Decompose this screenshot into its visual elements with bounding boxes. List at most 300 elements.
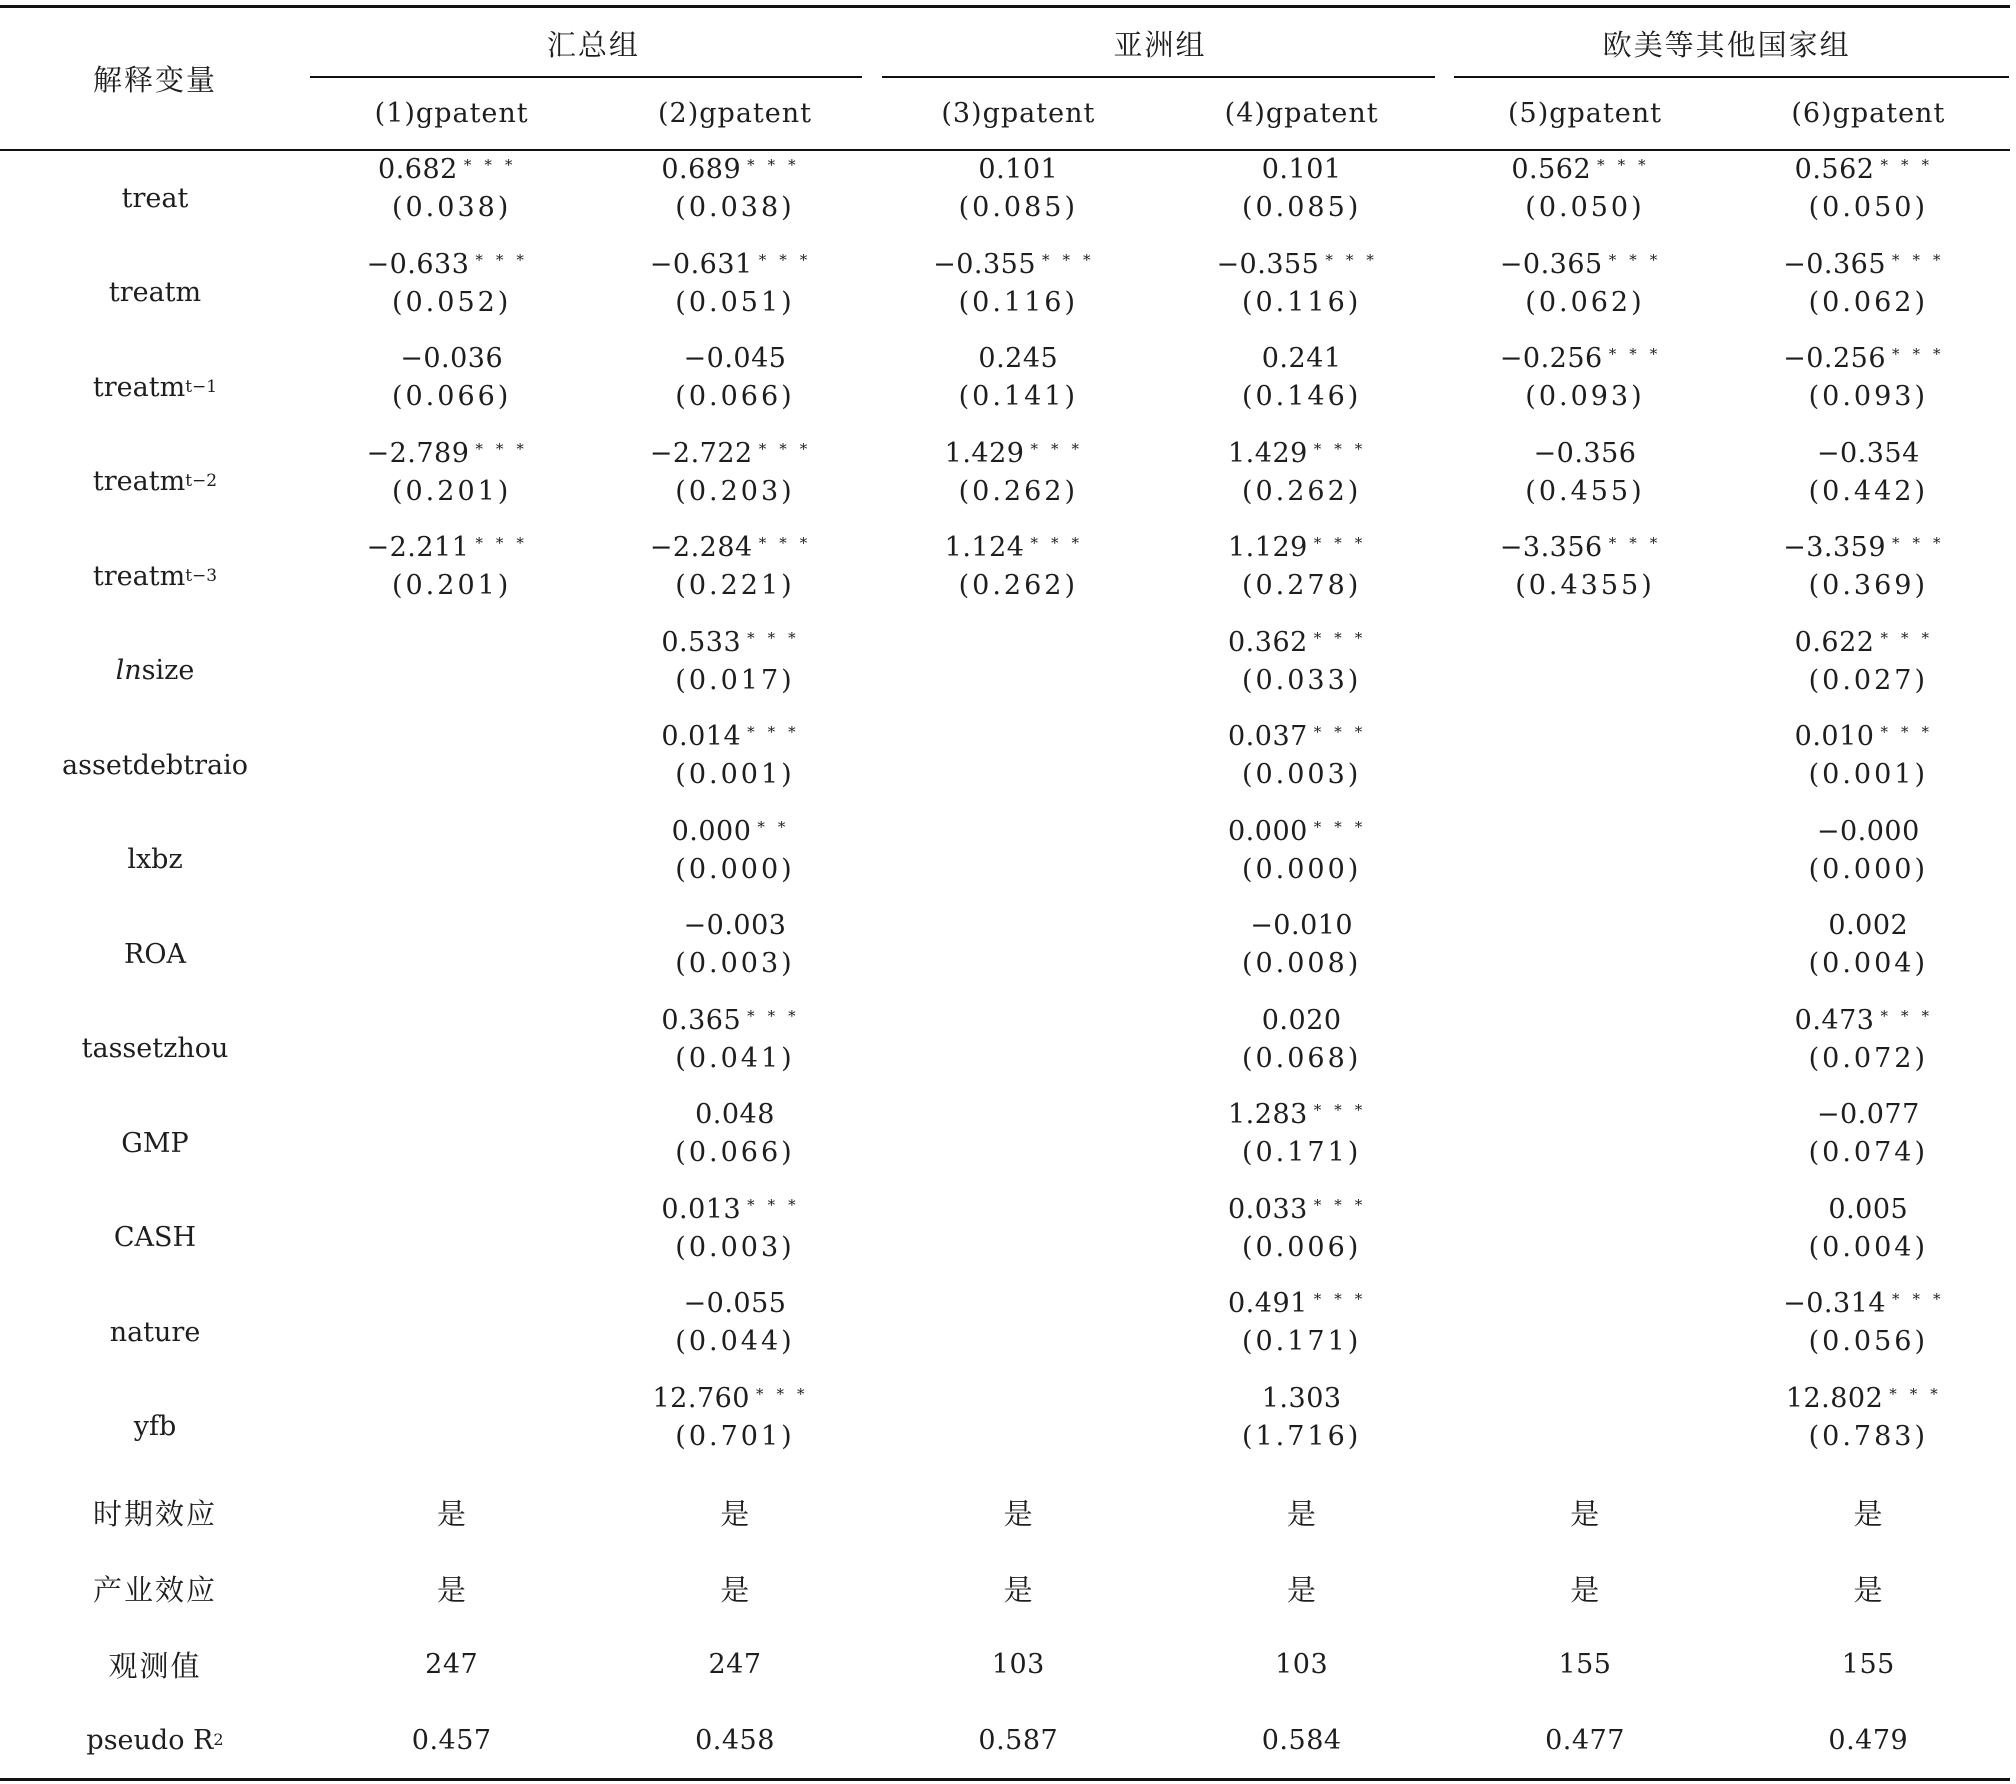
coefficient-value: 0.245 bbox=[978, 343, 1059, 374]
coefficient bbox=[1216, 246, 1386, 283]
estimate-cell bbox=[593, 1096, 876, 1191]
footer-label-text: 时期效应 bbox=[92, 1496, 217, 1531]
coefficient bbox=[1783, 246, 1953, 283]
table-row bbox=[0, 1002, 2010, 1097]
coefficient bbox=[1262, 1380, 1342, 1417]
significance-stars: *** bbox=[1313, 439, 1376, 458]
estimate-cell bbox=[1727, 435, 2010, 530]
group-header-asia: 亚洲组 bbox=[877, 8, 1444, 78]
coefficient bbox=[978, 340, 1058, 377]
coefficient bbox=[1511, 151, 1658, 188]
significance-stars: *** bbox=[1030, 534, 1092, 552]
standard-error: (0.201) bbox=[391, 570, 512, 601]
coefficient-value: 1.429 bbox=[1228, 437, 1308, 469]
coefficient-value: −0.633 bbox=[366, 248, 470, 280]
significance-stars: *** bbox=[1880, 1006, 1942, 1025]
variable-label-text: CASH bbox=[113, 1222, 197, 1254]
significance-stars: *** bbox=[1313, 1101, 1376, 1119]
footer-value: 155 bbox=[1841, 1648, 1895, 1680]
coefficient-value: 0.533 bbox=[661, 626, 742, 658]
coefficient bbox=[1534, 435, 1637, 472]
standard-error: (0.442) bbox=[1808, 475, 1928, 507]
estimate-cell bbox=[1160, 1191, 1443, 1286]
variable-label-text: nature bbox=[109, 1316, 201, 1348]
standard-error: (0.051) bbox=[675, 286, 795, 318]
footer-row bbox=[0, 1474, 2010, 1550]
significance-stars: *** bbox=[1608, 345, 1671, 363]
estimate-cell bbox=[1727, 907, 2010, 1002]
estimate-cell bbox=[593, 1285, 876, 1380]
empty-cell bbox=[310, 624, 593, 719]
estimate-cell bbox=[1443, 435, 1726, 530]
variable-label bbox=[0, 1002, 310, 1097]
estimate-cell bbox=[310, 435, 593, 530]
coefficient-value: −2.789 bbox=[366, 437, 470, 469]
coefficient bbox=[1795, 151, 1942, 188]
standard-error: (0.116) bbox=[1241, 286, 1362, 318]
standard-error: (0.221) bbox=[675, 570, 795, 601]
empty-cell bbox=[877, 1191, 1160, 1286]
standard-error: (0.4355) bbox=[1515, 570, 1655, 601]
estimate-cell bbox=[593, 151, 876, 246]
variable-label-text: assetdebtraio bbox=[62, 749, 248, 781]
coefficient bbox=[1817, 435, 1920, 472]
variable-label-text: treatm bbox=[108, 277, 202, 309]
coefficient-value: 1.283 bbox=[1228, 1099, 1308, 1130]
standard-error: (0.201) bbox=[391, 475, 512, 507]
coefficient-value: 0.013 bbox=[661, 1193, 742, 1225]
coefficient-value: 0.014 bbox=[661, 721, 742, 752]
empty-cell bbox=[1443, 1002, 1726, 1097]
table-row bbox=[0, 435, 2010, 530]
significance-stars: *** bbox=[1880, 628, 1942, 647]
coefficient bbox=[1817, 1096, 1920, 1133]
variable-label bbox=[0, 1191, 310, 1286]
coefficient-value: −0.055 bbox=[683, 1288, 787, 1319]
estimate-cell bbox=[1160, 718, 1443, 813]
footer-row bbox=[0, 1702, 2010, 1778]
footer-label-text: 产业效应 bbox=[92, 1572, 217, 1607]
variable-label-text: treatm bbox=[92, 560, 186, 592]
variable-label bbox=[0, 246, 310, 341]
column-header: (4)gpatent bbox=[1224, 98, 1379, 129]
coefficient bbox=[1262, 1002, 1342, 1039]
coefficient bbox=[661, 1002, 808, 1039]
standard-error: (0.369) bbox=[1808, 570, 1928, 601]
footer-value: 是 bbox=[1570, 1496, 1600, 1531]
standard-error: (0.000) bbox=[1808, 853, 1928, 885]
variable-label bbox=[0, 529, 310, 624]
column-header: (1)gpatent bbox=[374, 98, 529, 129]
estimate-cell bbox=[1443, 246, 1726, 341]
estimate-cell bbox=[310, 340, 593, 435]
standard-error: (0.262) bbox=[958, 570, 1078, 601]
coefficient bbox=[1786, 1380, 1951, 1417]
coefficient-value: 0.562 bbox=[1511, 154, 1592, 185]
group-header-europe-america-other: 欧美等其他国家组 bbox=[1443, 8, 2010, 78]
significance-stars: *** bbox=[1042, 250, 1104, 269]
coefficient-value: −0.010 bbox=[1250, 910, 1354, 941]
column-header: (2)gpatent bbox=[658, 98, 812, 129]
standard-error: (0.041) bbox=[675, 1042, 795, 1074]
significance-stars: *** bbox=[747, 1006, 809, 1025]
significance-stars: *** bbox=[1030, 439, 1092, 458]
estimate-cell bbox=[593, 435, 876, 530]
empty-cell bbox=[877, 1096, 1160, 1191]
estimate-cell bbox=[1727, 1380, 2010, 1475]
coefficient bbox=[1795, 1002, 1942, 1039]
footer-value: 0.587 bbox=[978, 1724, 1059, 1756]
footer-value: 0.584 bbox=[1261, 1724, 1342, 1756]
estimate-cell bbox=[1727, 624, 2010, 719]
coefficient-value: −2.211 bbox=[366, 532, 470, 563]
empty-cell bbox=[310, 718, 593, 813]
significance-stars: *** bbox=[747, 628, 809, 647]
estimate-cell bbox=[593, 907, 876, 1002]
coefficient bbox=[695, 1096, 775, 1133]
coefficient bbox=[1262, 151, 1342, 188]
coefficient-value: 0.491 bbox=[1228, 1288, 1308, 1319]
standard-error: (0.701) bbox=[675, 1420, 795, 1452]
significance-stars: *** bbox=[1313, 723, 1376, 741]
table-row bbox=[0, 718, 2010, 813]
variable-label-subscript: t−3 bbox=[185, 565, 218, 586]
variable-label-text: yfb bbox=[133, 1411, 177, 1443]
regression-table bbox=[0, 5, 2010, 1781]
standard-error: (0.783) bbox=[1808, 1420, 1928, 1452]
table-row bbox=[0, 624, 2010, 719]
estimate-cell bbox=[877, 151, 1160, 246]
variable-label-text: treat bbox=[121, 182, 189, 214]
standard-error: (0.006) bbox=[1241, 1231, 1362, 1263]
significance-stars: *** bbox=[747, 1195, 809, 1214]
standard-error: (0.001) bbox=[1808, 759, 1928, 790]
standard-error: (0.000) bbox=[1241, 853, 1362, 885]
coefficient-value: −0.256 bbox=[1499, 343, 1603, 374]
variable-label-italic: ln bbox=[115, 655, 142, 687]
standard-error: (0.085) bbox=[958, 192, 1078, 223]
estimate-cell bbox=[1443, 529, 1726, 624]
estimate-cell bbox=[593, 1191, 876, 1286]
coefficient-value: 0.101 bbox=[1261, 154, 1342, 185]
estimate-cell bbox=[1727, 718, 2010, 813]
estimate-cell bbox=[877, 340, 1160, 435]
estimate-cell bbox=[877, 529, 1160, 624]
estimate-cell bbox=[1727, 1096, 2010, 1191]
coefficient bbox=[661, 624, 808, 661]
empty-cell bbox=[310, 907, 593, 1002]
significance-stars: *** bbox=[475, 250, 537, 269]
coefficient-value: 1.124 bbox=[944, 532, 1025, 563]
significance-stars: *** bbox=[1608, 250, 1671, 269]
footer-value: 是 bbox=[1003, 1572, 1034, 1607]
coefficient-value: 0.365 bbox=[661, 1004, 742, 1036]
footer-value: 是 bbox=[1853, 1496, 1884, 1531]
estimate-cell bbox=[1727, 1191, 2010, 1286]
coefficient bbox=[661, 1191, 808, 1228]
empty-cell bbox=[877, 624, 1160, 719]
coefficient bbox=[1228, 435, 1375, 472]
footer-value: 155 bbox=[1558, 1648, 1612, 1680]
empty-cell bbox=[1443, 907, 1726, 1002]
significance-stars: ** bbox=[757, 817, 799, 836]
footer-value: 0.477 bbox=[1545, 1724, 1625, 1756]
column-header: (6)gpatent bbox=[1791, 98, 1946, 129]
footer-value: 103 bbox=[1275, 1648, 1329, 1680]
standard-error: (0.038) bbox=[675, 192, 795, 223]
coefficient bbox=[933, 246, 1103, 283]
estimate-cell bbox=[593, 340, 876, 435]
estimate-cell bbox=[1160, 435, 1443, 530]
coefficient bbox=[1228, 529, 1375, 566]
estimate-cell bbox=[1160, 151, 1443, 246]
coefficient-value: 0.000 bbox=[1228, 815, 1308, 847]
significance-stars: *** bbox=[747, 723, 809, 741]
significance-stars: *** bbox=[1325, 250, 1387, 269]
coefficient bbox=[684, 907, 787, 944]
estimate-cell bbox=[877, 246, 1160, 341]
coefficient-value: 12.802 bbox=[1785, 1382, 1884, 1414]
coefficient bbox=[1783, 340, 1953, 377]
coefficient bbox=[684, 1285, 787, 1322]
coefficient bbox=[1795, 718, 1942, 755]
estimate-cell bbox=[1727, 1002, 2010, 1097]
variable-label-text: GMP bbox=[121, 1127, 189, 1159]
empty-cell bbox=[877, 1380, 1160, 1475]
estimate-cell bbox=[1160, 246, 1443, 341]
standard-error: (0.050) bbox=[1525, 192, 1645, 223]
table-row bbox=[0, 907, 2010, 1002]
coefficient-value: −0.354 bbox=[1816, 437, 1920, 469]
empty-cell bbox=[1443, 624, 1726, 719]
coefficient-value: −0.631 bbox=[649, 248, 753, 280]
coefficient bbox=[945, 529, 1092, 566]
variable-label-text: treatm bbox=[92, 371, 186, 403]
empty-cell bbox=[310, 1380, 593, 1475]
table-row bbox=[0, 151, 2010, 246]
standard-error: (0.001) bbox=[675, 759, 795, 790]
standard-error: (1.716) bbox=[1241, 1420, 1362, 1452]
empty-cell bbox=[310, 1002, 593, 1097]
estimate-cell bbox=[310, 151, 593, 246]
coefficient-value: 0.033 bbox=[1228, 1193, 1308, 1225]
standard-error: (0.072) bbox=[1808, 1042, 1928, 1074]
coefficient-value: −0.355 bbox=[933, 248, 1037, 280]
significance-stars: *** bbox=[1597, 156, 1659, 174]
estimate-cell bbox=[310, 529, 593, 624]
estimate-cell bbox=[1443, 340, 1726, 435]
variable-label bbox=[0, 813, 310, 908]
coefficient-value: −0.365 bbox=[1499, 248, 1603, 280]
standard-error: (0.000) bbox=[675, 853, 795, 885]
empty-cell bbox=[877, 718, 1160, 813]
standard-error: (0.262) bbox=[1241, 475, 1362, 507]
coefficient-value: −0.077 bbox=[1816, 1099, 1920, 1130]
significance-stars: *** bbox=[1313, 1195, 1376, 1214]
empty-cell bbox=[1443, 813, 1726, 908]
standard-error: (0.050) bbox=[1808, 192, 1928, 223]
coefficient-value: 0.689 bbox=[661, 154, 742, 185]
estimate-cell bbox=[1160, 1002, 1443, 1097]
empty-cell bbox=[877, 813, 1160, 908]
table-row bbox=[0, 246, 2010, 341]
coefficient-value: −0.355 bbox=[1216, 248, 1320, 280]
standard-error: (0.066) bbox=[391, 381, 512, 412]
significance-stars: *** bbox=[1608, 534, 1671, 552]
coefficient bbox=[650, 529, 820, 566]
significance-stars: *** bbox=[1313, 1290, 1376, 1308]
coefficient-value: 0.037 bbox=[1228, 721, 1308, 752]
estimate-cell bbox=[1160, 1096, 1443, 1191]
standard-error: (0.038) bbox=[391, 192, 512, 223]
coefficient bbox=[1228, 718, 1375, 755]
significance-stars: *** bbox=[755, 1384, 818, 1403]
standard-error: (0.171) bbox=[1241, 1137, 1362, 1168]
coefficient-value: 0.362 bbox=[1228, 626, 1308, 658]
variable-label bbox=[0, 435, 310, 530]
coefficient-value: 0.562 bbox=[1794, 154, 1875, 185]
estimate-cell bbox=[1160, 1380, 1443, 1475]
coefficient bbox=[1783, 529, 1953, 566]
standard-error: (0.052) bbox=[391, 286, 512, 318]
significance-stars: *** bbox=[1892, 1290, 1954, 1308]
significance-stars: *** bbox=[1892, 250, 1954, 269]
standard-error: (0.278) bbox=[1241, 570, 1362, 601]
coefficient-value: 12.760 bbox=[652, 1382, 750, 1414]
coefficient bbox=[1228, 813, 1375, 850]
coefficient-value: 0.020 bbox=[1261, 1004, 1342, 1036]
estimate-cell bbox=[1160, 1285, 1443, 1380]
standard-error: (0.062) bbox=[1525, 286, 1645, 318]
table-row bbox=[0, 1285, 2010, 1380]
footer-value: 是 bbox=[436, 1572, 467, 1607]
coefficient-value: 0.002 bbox=[1828, 910, 1909, 941]
significance-stars: *** bbox=[463, 156, 526, 174]
standard-error: (0.093) bbox=[1808, 381, 1928, 412]
coefficient-value: 0.473 bbox=[1794, 1004, 1875, 1036]
variable-label bbox=[0, 1096, 310, 1191]
footer-value: 是 bbox=[720, 1572, 750, 1607]
coefficient-value: −3.359 bbox=[1783, 532, 1887, 563]
estimate-cell bbox=[593, 813, 876, 908]
coefficient bbox=[1500, 340, 1670, 377]
footer-value: 是 bbox=[720, 1496, 750, 1531]
significance-stars: *** bbox=[475, 534, 537, 552]
empty-cell bbox=[1443, 718, 1726, 813]
coefficient bbox=[366, 529, 536, 566]
coefficient-value: 0.241 bbox=[1261, 343, 1342, 374]
coefficient bbox=[945, 435, 1092, 472]
coefficient bbox=[1228, 1096, 1375, 1133]
standard-error: (0.003) bbox=[675, 1231, 795, 1263]
table-row bbox=[0, 1096, 2010, 1191]
standard-error: (0.203) bbox=[675, 475, 795, 507]
estimate-cell bbox=[877, 435, 1160, 530]
standard-error: (0.056) bbox=[1808, 1326, 1928, 1357]
coefficient-value: −3.356 bbox=[1499, 532, 1603, 563]
coefficient bbox=[650, 435, 820, 472]
empty-cell bbox=[310, 1096, 593, 1191]
coefficient bbox=[684, 340, 787, 377]
variable-label bbox=[0, 1285, 310, 1380]
significance-stars: *** bbox=[1880, 156, 1942, 174]
standard-error: (0.008) bbox=[1241, 948, 1362, 979]
empty-cell bbox=[310, 813, 593, 908]
standard-error: (0.141) bbox=[958, 381, 1078, 412]
variable-label-text: treatm bbox=[92, 466, 186, 498]
standard-error: (0.066) bbox=[675, 381, 795, 412]
significance-stars: *** bbox=[1313, 628, 1376, 647]
coefficient bbox=[661, 151, 808, 188]
footer-value: 是 bbox=[1853, 1572, 1884, 1607]
estimate-cell bbox=[1727, 246, 2010, 341]
group-header-summary: 汇总组 bbox=[310, 8, 877, 78]
coefficient-value: −2.284 bbox=[649, 532, 753, 563]
coefficient-value: −0.356 bbox=[1533, 437, 1637, 469]
estimate-cell bbox=[1443, 151, 1726, 246]
coefficient bbox=[1228, 1191, 1375, 1228]
footer-label bbox=[0, 1474, 310, 1550]
coefficient-value: 0.682 bbox=[378, 154, 458, 185]
estimate-cell bbox=[593, 718, 876, 813]
estimate-cell bbox=[593, 624, 876, 719]
empty-cell bbox=[1443, 1380, 1726, 1475]
standard-error: (0.004) bbox=[1808, 1231, 1928, 1263]
column-header: (3)gpatent bbox=[941, 98, 1096, 129]
standard-error: (0.003) bbox=[1241, 759, 1362, 790]
estimate-cell bbox=[310, 246, 593, 341]
variable-label-text: lxbz bbox=[127, 844, 183, 876]
column-header: (5)gpatent bbox=[1507, 98, 1662, 129]
significance-stars: *** bbox=[1313, 534, 1376, 552]
footer-label bbox=[0, 1550, 310, 1626]
footer-value: 247 bbox=[708, 1648, 762, 1680]
coefficient-value: 0.048 bbox=[695, 1099, 775, 1130]
coefficient bbox=[1783, 1285, 1953, 1322]
footer-value: 0.479 bbox=[1828, 1724, 1909, 1756]
estimate-cell bbox=[1160, 907, 1443, 1002]
coefficient bbox=[378, 151, 525, 188]
coefficient-value: 0.010 bbox=[1794, 721, 1875, 752]
coefficient-value: 0.005 bbox=[1828, 1193, 1909, 1225]
coefficient bbox=[1228, 1285, 1375, 1322]
standard-error: (0.455) bbox=[1525, 475, 1645, 507]
coefficient bbox=[1828, 907, 1908, 944]
coefficient-value: −0.365 bbox=[1783, 248, 1887, 280]
standard-error: (0.146) bbox=[1241, 381, 1362, 412]
variable-label bbox=[0, 907, 310, 1002]
significance-stars: *** bbox=[758, 534, 821, 552]
standard-error: (0.171) bbox=[1241, 1326, 1362, 1357]
standard-error: (0.116) bbox=[958, 286, 1078, 318]
variable-label bbox=[0, 151, 310, 246]
footer-value: 是 bbox=[1286, 1572, 1317, 1607]
coefficient bbox=[1228, 624, 1375, 661]
standard-error: (0.068) bbox=[1241, 1042, 1362, 1074]
coefficient-value: −0.045 bbox=[683, 343, 787, 374]
variable-label-text: size bbox=[141, 655, 195, 687]
coefficient-value: −0.256 bbox=[1783, 343, 1887, 374]
coefficient-value: 1.303 bbox=[1261, 1382, 1342, 1414]
empty-cell bbox=[310, 1285, 593, 1380]
estimate-cell bbox=[1727, 340, 2010, 435]
table-footer bbox=[0, 1474, 2010, 1778]
empty-cell bbox=[1443, 1191, 1726, 1286]
estimate-cell bbox=[1160, 529, 1443, 624]
variable-label bbox=[0, 624, 310, 719]
variable-label bbox=[0, 718, 310, 813]
estimate-cell bbox=[593, 1380, 876, 1475]
